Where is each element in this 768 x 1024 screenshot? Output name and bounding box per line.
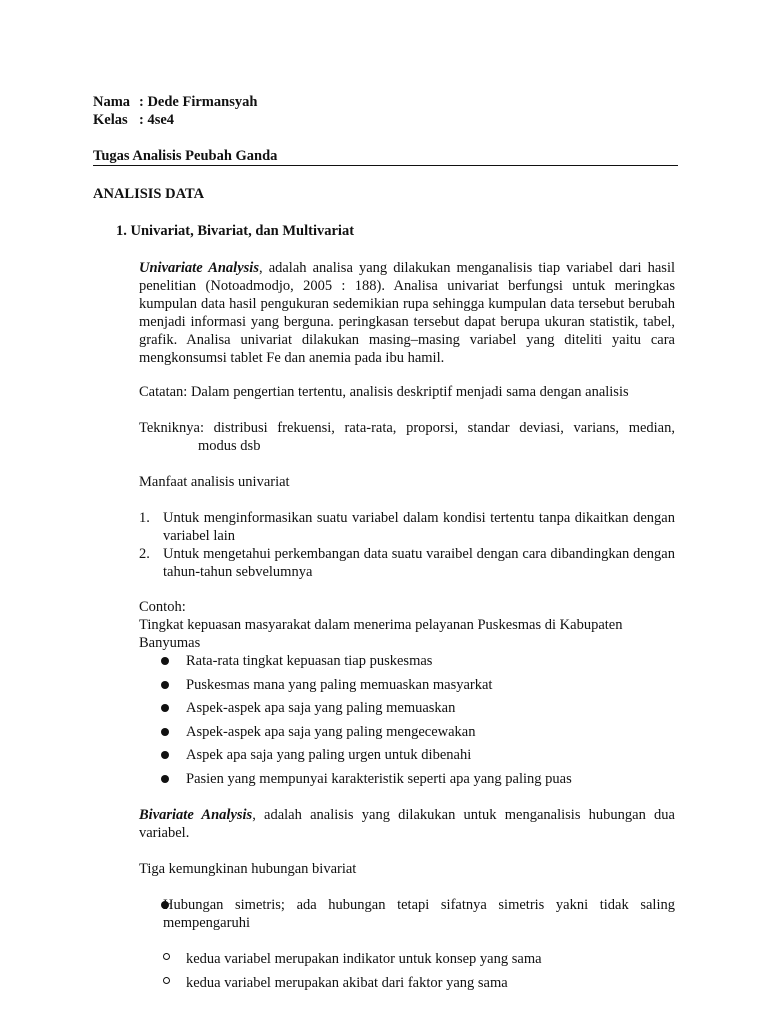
benefit-number-2: 2. bbox=[139, 546, 150, 562]
sub-item-1: kedua variabel merupakan indikator untuk konsep yang sama bbox=[186, 951, 542, 967]
sub-item-2: kedua variabel merupakan akibat dari faktor yang sama bbox=[186, 975, 508, 991]
example-text: Tingkat kepuasan masyarakat dalam menerima pelayanan Puskesmas di Kabupaten Banyumas bbox=[139, 617, 623, 651]
bullet-dot bbox=[161, 657, 169, 665]
univariate-text: , adalah analisa yang dilakukan menganalisis tiap variabel dari hasil penelitian (Notoadmodjo, 2005 : 188). Analisa univariat berfungsi untuk meringkas kumpulan data hasil pengukuran sedemikian rupa sehingga kumpulan data tersebut berubah menjadi informasi yang berguna. peringkasan tersebut dapat berupa ukuran statistik, tabel, grafik. Analisa univariat dilakukan masing–masing variabel yang diteliti yaitu cara mengkonsumsi tablet Fe dan anemia pada ibu hamil. bbox=[139, 260, 675, 366]
example-label: Contoh: bbox=[139, 599, 186, 615]
example-bullet-2: Puskesmas mana yang paling memuaskan masyarkat bbox=[186, 677, 493, 693]
sub-bullet-circle bbox=[163, 953, 170, 960]
name-value: : Dede Firmansyah bbox=[139, 94, 258, 110]
subsection-title: 1. Univariat, Bivariat, dan Multivariat bbox=[116, 223, 355, 239]
section-title: ANALISIS DATA bbox=[93, 186, 205, 202]
benefit-text-2: Untuk mengetahui perkembangan data suatu varaibel dengan cara dibandingkan dengan tahun-tahun sebvelumnya bbox=[163, 546, 675, 580]
univariate-paragraph bbox=[139, 259, 675, 367]
benefit-number-1: 1. bbox=[139, 510, 150, 526]
name-row bbox=[93, 93, 257, 111]
benefit-title: Manfaat analisis univariat bbox=[139, 474, 290, 490]
note-text: Catatan: Dalam pengertian tertentu, analisis deskriptif menjadi sama dengan analisis bbox=[139, 384, 629, 400]
example-bullet-5: Aspek apa saja yang paling urgen untuk dibenahi bbox=[186, 747, 472, 763]
bullet-dot bbox=[161, 728, 169, 736]
technique-line-1: Tekniknya: distribusi frekuensi, rata-rata, proporsi, standar deviasi, varians, median, bbox=[139, 420, 675, 436]
sub-bullet-circle bbox=[163, 977, 170, 984]
example-bullet-1: Rata-rata tingkat kepuasan tiap puskesmas bbox=[186, 653, 433, 669]
class-value: : 4se4 bbox=[139, 112, 175, 128]
bivariate-paragraph bbox=[139, 806, 675, 842]
possibilities-title: Tiga kemungkinan hubungan bivariat bbox=[139, 861, 357, 877]
assignment-title: Tugas Analisis Peubah Ganda bbox=[93, 148, 278, 164]
name-label: Nama bbox=[93, 94, 131, 110]
example-bullet-6: Pasien yang mempunyai karakteristik seperti apa yang paling puas bbox=[186, 771, 572, 787]
title-underline bbox=[93, 165, 678, 166]
bivariate-term: Bivariate Analysis bbox=[139, 807, 253, 823]
bivariate-text: , adalah analisis yang dilakukan untuk menganalisis hubungan dua variabel. bbox=[139, 807, 675, 841]
class-row bbox=[93, 111, 174, 129]
benefit-text-1: Untuk menginformasikan suatu variabel dalam kondisi tertentu tanpa dikaitkan dengan variabel lain bbox=[163, 510, 675, 544]
bullet-dot bbox=[161, 704, 169, 712]
bullet-dot bbox=[161, 751, 169, 759]
technique-line-2: modus dsb bbox=[198, 438, 261, 454]
univariate-term: Univariate Analysis bbox=[139, 260, 259, 276]
bullet-dot bbox=[161, 681, 169, 689]
symmetric-relation: Hubungan simetris; ada hubungan tetapi sifatnya simetris yakni tidak saling mempengaruhi bbox=[163, 897, 675, 931]
bullet-dot bbox=[161, 775, 169, 783]
class-label: Kelas bbox=[93, 112, 128, 128]
example-bullet-3: Aspek-aspek apa saja yang paling memuaskan bbox=[186, 700, 456, 716]
example-bullet-4: Aspek-aspek apa saja yang paling mengecewakan bbox=[186, 724, 476, 740]
